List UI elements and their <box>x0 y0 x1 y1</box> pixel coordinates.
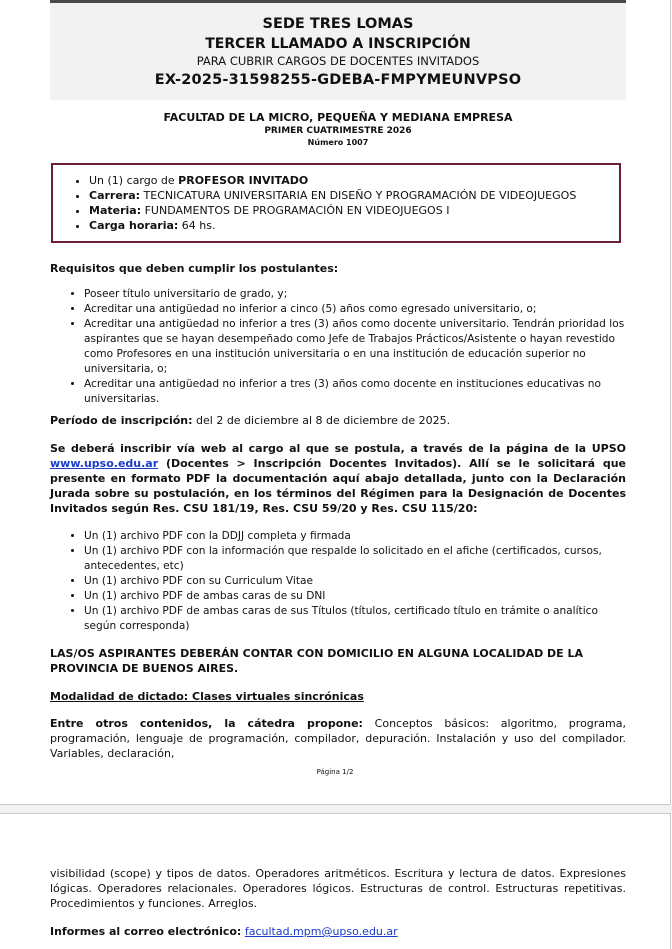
page-gap <box>0 805 672 813</box>
page-2 <box>0 813 671 949</box>
archivo-item: • Un (1) archivo PDF con la DDJJ completa y firmada <box>84 529 626 544</box>
llamado-title: TERCER LLAMADO A INSCRIPCIÓN <box>205 36 471 52</box>
inscripcion-text-cont: (Docentes > Inscripción Docentes Invitados). Allí se le solicitará que presente en formato PDF la documentación aquí abajo detallada, junto con la Declaración Jurada sobre su postulación, en los términos del Régimen para la Designación de Docentes Invitados según Res. CSU 181/19, Res. CSU 59/20 y Res. CSU 115/20: <box>50 457 626 515</box>
contenidos-label: Entre otros contenidos, la cátedra propone: <box>50 717 363 730</box>
requisitos-list <box>50 287 626 407</box>
archivos-list <box>50 529 626 634</box>
sede-title: SEDE TRES LOMAS <box>262 16 414 32</box>
requisito-item: • Acreditar una antigüedad no inferior a cinco (5) años como egresado universitario, o; <box>84 302 626 317</box>
carga-item <box>89 218 619 233</box>
carrera-label: Carrera: <box>89 189 141 202</box>
domicilio-notice: LAS/OS ASPIRANTES DEBERÁN CONTAR CON DOMICILIO EN ALGUNA LOCALIDAD DE LA PROVINCIA DE BUENOS AIRES. <box>50 647 584 675</box>
cargo-item <box>89 173 619 188</box>
contenidos-text: Conceptos básicos: algoritmo, programa, programación, lenguaje de programación, compilador, depuración. Instalación y uso del compilador. Variables, declaración, <box>50 717 626 760</box>
upso-link[interactable]: www.upso.edu.ar <box>50 457 159 470</box>
facultad-name: FACULTAD DE LA MICRO, PEQUEÑA Y MEDIANA EMPRESA <box>163 111 513 124</box>
periodo-label: Período de inscripción: <box>50 414 193 427</box>
carga-label: Carga horaria: <box>89 219 179 232</box>
periodo-line <box>50 413 626 428</box>
cargo-box <box>51 163 621 243</box>
archivo-item: • Un (1) archivo PDF de ambas caras de sus Títulos (títulos, certificado título en trámite o analítico según corresponda) <box>84 604 626 634</box>
requisitos-title: Requisitos que deben cumplir los postulantes: <box>50 262 339 275</box>
materia-item <box>89 203 619 218</box>
inscripcion-paragraph <box>50 441 626 516</box>
archivo-item: • Un (1) archivo PDF con su Curriculum Vitae <box>84 574 626 589</box>
numero: Número 1007 <box>307 138 369 147</box>
modalidad: Modalidad de dictado: Clases virtuales sincrónicas <box>50 690 364 703</box>
materia-label: Materia: <box>89 204 142 217</box>
carrera-value: TECNICATURA UNIVERSITARIA EN DISEÑO Y PROGRAMACIÓN DE VIDEOJUEGOS <box>140 189 577 202</box>
email-link[interactable]: facultad.mpm@upso.edu.ar <box>244 925 398 938</box>
page-number: Página 1/2 <box>316 768 354 776</box>
cubrir-subtitle: PARA CUBRIR CARGOS DE DOCENTES INVITADOS <box>196 54 480 68</box>
contenidos-continuation: visibilidad (scope) y tipos de datos. Operadores aritméticos. Escritura y lectura de datos. Expresiones lógicas. Operadores relacionales. Operadores lógicos. Estructuras de control. Estructuras repetitivas. Procedimientos y funciones. Arreglos. <box>50 867 626 910</box>
materia-value: FUNDAMENTOS DE PROGRAMACIÓN EN VIDEOJUEGOS I <box>141 204 450 217</box>
expediente-number: EX-2025-31598255-GDEBA-FMPYMEUNVPSO <box>154 72 522 88</box>
requisito-item: • Poseer título universitario de grado, y; <box>84 287 626 302</box>
requisito-item: • Acreditar una antigüedad no inferior a tres (3) años como docente en instituciones educativas no universitarias. <box>84 377 626 407</box>
informes-label: Informes al correo electrónico: <box>50 925 242 938</box>
archivo-item: • Un (1) archivo PDF de ambas caras de su DNI <box>84 589 626 604</box>
cuatrimestre: PRIMER CUATRIMESTRE 2026 <box>264 126 412 136</box>
carga-value: 64 hs. <box>178 219 216 232</box>
periodo-value: del 2 de diciembre al 8 de diciembre de 2025. <box>192 414 451 427</box>
inscripcion-text: Se deberá inscribir vía web al cargo al que se postula, a través de la página de la UPSO <box>50 442 626 455</box>
document-header <box>50 0 626 100</box>
requisito-item: • Acreditar una antigüedad no inferior a tres (3) años como docente universitario. Tendrán prioridad los aspirantes que se hayan desempeñado como Jefe de Trabajos Prácticos/Asistente o hayan revestido como Profesores en una institución universitaria o en una institución de educación superior no universitaria, o; <box>84 317 626 377</box>
informes-line <box>50 924 626 939</box>
carrera-item <box>89 188 619 203</box>
contenidos-paragraph <box>50 716 626 761</box>
cargo-prefix: Un (1) cargo de <box>89 174 179 187</box>
facultad-block <box>50 111 626 148</box>
archivo-item: • Un (1) archivo PDF con la información que respalde lo solicitado en el afiche (certificados, cursos, antecedentes, etc) <box>84 544 626 574</box>
cargo-value: PROFESOR INVITADO <box>178 174 309 187</box>
